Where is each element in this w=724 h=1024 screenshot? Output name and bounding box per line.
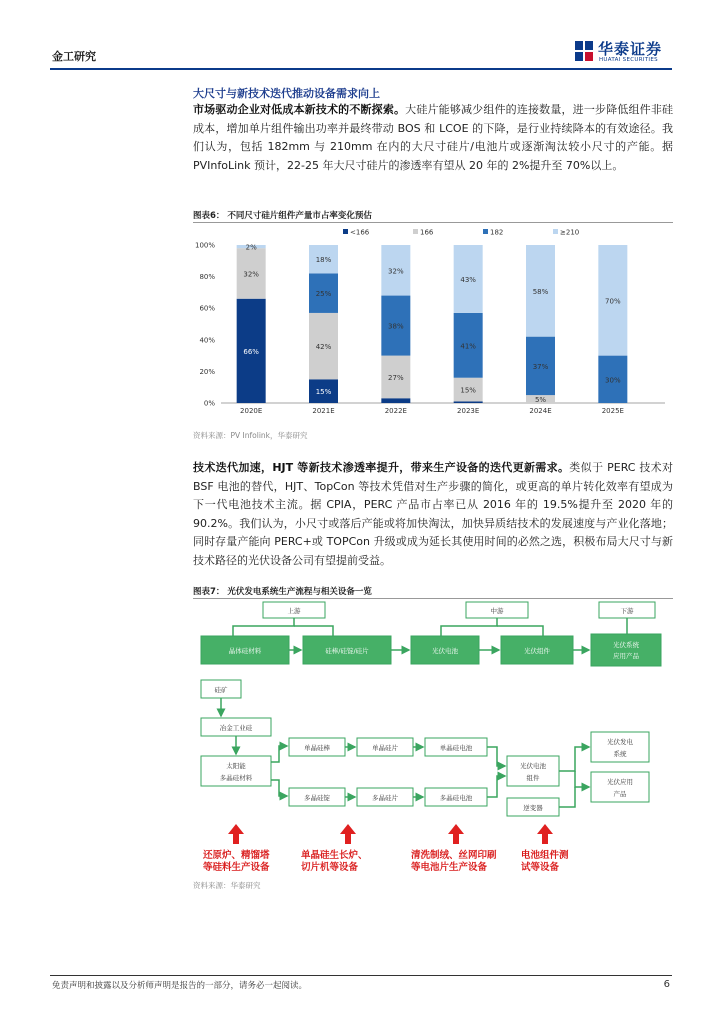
equipment-arrow-4 <box>537 824 553 844</box>
connector <box>233 618 294 636</box>
y-tick-label: 100% <box>194 241 215 250</box>
equipment-label-polysilicon: 还原炉、精馏塔 <box>203 850 270 861</box>
legend-swatch <box>553 229 558 234</box>
box-metallurgical-silicon <box>201 718 271 736</box>
y-tick-label: 20% <box>199 367 215 376</box>
equipment-arrow-3 <box>448 824 464 844</box>
x-tick-label: 2021E <box>312 407 335 415</box>
svg-text:逆变器: 逆变器 <box>523 804 543 812</box>
flow-arrow <box>487 776 505 797</box>
flow-step-wafer <box>303 636 391 664</box>
data-label: 15% <box>315 388 332 397</box>
figure7-divider <box>193 598 673 599</box>
equipment-label-wafer-2: 切片机等设备 <box>301 862 359 873</box>
x-tick-label: 2025E <box>601 407 624 415</box>
section-title: 大尺寸与新技术迭代推动设备需求向上 <box>193 87 380 100</box>
flow-step-pv-module <box>501 636 573 664</box>
svg-text:上游: 上游 <box>287 607 301 615</box>
page-number: 6 <box>663 979 670 990</box>
equipment-label-cell-2: 等电池片生产设备 <box>411 862 488 873</box>
connector <box>497 626 543 636</box>
box-pv-module <box>507 756 559 786</box>
flow-arrow <box>487 747 505 766</box>
svg-text:光伏电池: 光伏电池 <box>432 647 458 655</box>
box-poly-wafer <box>357 788 413 806</box>
flow-step-pv-cell <box>411 636 479 664</box>
equipment-arrow-2 <box>340 824 356 844</box>
figure6-title: 图表6： 不同尺寸硅片组件产量市占率变化预估 <box>193 211 372 221</box>
y-tick-label: 40% <box>199 336 215 345</box>
data-label: 25% <box>315 290 332 299</box>
svg-text:下游: 下游 <box>620 607 634 615</box>
data-label: 66% <box>243 347 259 356</box>
x-tick-label: 2022E <box>384 407 407 415</box>
figure6-divider <box>193 222 673 223</box>
svg-text:晶体硅材料: 晶体硅材料 <box>228 647 262 655</box>
svg-text:多晶硅电池: 多晶硅电池 <box>439 794 473 802</box>
huatai-logo-icon <box>574 40 594 62</box>
svg-text:太阳能: 太阳能 <box>226 762 246 770</box>
svg-text:单晶硅棒: 单晶硅棒 <box>304 744 330 752</box>
paragraph-technology-iteration <box>193 459 673 570</box>
svg-text:中游: 中游 <box>490 607 504 615</box>
bar-segment <box>381 398 410 403</box>
box-pv-application-product <box>591 772 649 802</box>
flow-step-crystalline-silicon <box>201 636 289 664</box>
data-label: 2% <box>245 243 257 252</box>
legend-swatch <box>483 229 488 234</box>
flow-arrow <box>575 771 589 787</box>
svg-text:产品: 产品 <box>613 790 627 798</box>
equipment-label-wafer: 单晶硅生长炉、 <box>301 850 368 861</box>
x-tick-label: 2023E <box>457 407 480 415</box>
paragraph-body: 类似于 PERC 技术对 BSF 电池的替代，HJT、TopCon 等技术凭借对生产步骤的简化，或更高的单片转化效率有望成为下一代电池技术主流。据 CPIA，PERC 产品市占率已从 2016 年的 19.5%提升至 2020 年的 90.2%。我们认为，小尺寸或落后产能或将加快淘汰，加快异质结技术的发展速度与产业化落地；同时存量产能向 PERC+或 TOPCon 升级或成为延长其使用时间的必然之选，积极布局大尺寸与新技术路径的光伏设备公司有望提前受益。 <box>193 461 673 567</box>
legend-label: <166 <box>350 228 370 237</box>
equipment-label-module: 电池组件测 <box>521 850 569 861</box>
data-label: 70% <box>605 297 621 306</box>
header-divider <box>50 68 672 70</box>
svg-text:多晶硅片: 多晶硅片 <box>372 794 398 802</box>
data-label: 30% <box>605 376 621 385</box>
box-mono-rod <box>289 738 345 756</box>
data-label: 27% <box>388 373 404 382</box>
connector <box>441 618 497 636</box>
svg-text:硅矿: 硅矿 <box>214 686 228 694</box>
legend-label: 182 <box>490 228 504 237</box>
data-label: 42% <box>315 343 332 352</box>
flow-step-pv-application <box>591 634 661 666</box>
box-mono-cell <box>425 738 487 756</box>
pv-production-flow-diagram <box>193 600 673 876</box>
flow-arrow <box>271 780 287 796</box>
paragraph-large-wafer <box>193 101 673 175</box>
data-label: 41% <box>460 342 476 351</box>
box-inverter <box>507 798 559 816</box>
footer-disclaimer: 免责声明和披露以及分析师声明是报告的一部分，请务必一起阅读。 <box>52 981 308 991</box>
data-label: 38% <box>388 322 404 331</box>
equipment-label-cell: 清洗制绒、丝网印刷 <box>411 850 497 861</box>
connector <box>294 626 333 636</box>
svg-text:系统: 系统 <box>613 750 627 758</box>
equipment-label-module-2: 试等设备 <box>521 862 560 873</box>
figure7-title: 图表7： 光伏发电系统生产流程与相关设备一览 <box>193 587 372 597</box>
flow-arrow <box>559 747 589 771</box>
flow-arrow <box>271 746 287 762</box>
equipment-arrow-1 <box>228 824 244 844</box>
connector <box>559 787 575 807</box>
logo-text-en: HUATAI SECURITIES <box>599 57 658 63</box>
logo-text-cn: 华泰证券 <box>598 40 663 58</box>
x-tick-label: 2020E <box>240 407 263 415</box>
svg-text:冶金工业硅: 冶金工业硅 <box>219 724 253 732</box>
svg-text:单晶硅片: 单晶硅片 <box>372 744 398 752</box>
data-label: 43% <box>460 275 476 284</box>
svg-text:光伏组件: 光伏组件 <box>524 647 550 655</box>
figure7-source: 资料来源：华泰研究 <box>193 881 261 890</box>
box-solar-polysilicon <box>201 756 271 786</box>
y-tick-label: 60% <box>199 304 215 313</box>
data-label: 37% <box>532 362 549 371</box>
y-tick-label: 0% <box>203 399 215 408</box>
svg-text:光伏系统: 光伏系统 <box>613 641 639 649</box>
footer-divider <box>50 975 672 976</box>
box-silicon-ore <box>201 680 241 698</box>
data-label: 5% <box>534 396 547 405</box>
svg-text:单晶硅电池: 单晶硅电池 <box>439 744 473 752</box>
data-label: 15% <box>460 386 476 395</box>
svg-text:组件: 组件 <box>526 774 540 782</box>
box-poly-cell <box>425 788 487 806</box>
wafer-size-share-chart <box>193 224 673 424</box>
svg-text:应用产品: 应用产品 <box>613 652 639 660</box>
box-mono-wafer <box>357 738 413 756</box>
paragraph-lead: 技术迭代加速，HJT 等新技术渗透率提升，带来生产设备的迭代更新需求。 <box>193 461 570 474</box>
bar-segment <box>454 401 483 403</box>
figure6-source: 资料来源：PV Infolink，华泰研究 <box>193 431 308 440</box>
legend-swatch <box>343 229 348 234</box>
svg-text:光伏电池: 光伏电池 <box>520 762 546 770</box>
report-category: 金工研究 <box>52 50 96 63</box>
data-label: 32% <box>243 270 259 279</box>
legend-swatch <box>413 229 418 234</box>
stage-header-midstream <box>466 602 528 618</box>
legend-label: ≥210 <box>560 228 580 237</box>
box-poly-ingot <box>289 788 345 806</box>
y-tick-label: 80% <box>199 273 215 282</box>
svg-text:硅棒/硅锭/硅片: 硅棒/硅锭/硅片 <box>325 647 369 655</box>
x-tick-label: 2024E <box>529 407 552 415</box>
stage-header-downstream <box>599 602 655 618</box>
equipment-label-polysilicon-2: 等硅料生产设备 <box>203 862 270 873</box>
svg-text:多晶硅材料: 多晶硅材料 <box>219 774 253 782</box>
svg-text:光伏应用: 光伏应用 <box>607 778 633 786</box>
data-label: 58% <box>532 287 549 296</box>
paragraph-body: 大硅片能够减少组件的连接数量，进一步降低组件非硅成本，增加单片组件输出功率并最终带动 BOS 和 LCOE 的下降，是行业持续降本的有效途径。我们认为，包括 182mm 与 210mm 在内的大尺寸硅片/电池片或逐渐淘汰较小尺寸的产能。据 PVInfoLink 预计，22-25 年大尺寸硅片的渗透率有望从 20 年的 2%提升至 70%以上。 <box>193 103 674 172</box>
data-label: 18% <box>315 256 332 265</box>
svg-text:多晶硅锭: 多晶硅锭 <box>304 794 330 802</box>
data-label: 32% <box>388 267 404 276</box>
svg-text:光伏发电: 光伏发电 <box>607 738 633 746</box>
huatai-logo <box>574 38 670 66</box>
box-pv-power-system <box>591 732 649 762</box>
legend-label: 166 <box>420 228 434 237</box>
paragraph-lead: 市场驱动企业对低成本新技术的不断探索。 <box>193 103 406 116</box>
stage-header-upstream <box>263 602 325 618</box>
